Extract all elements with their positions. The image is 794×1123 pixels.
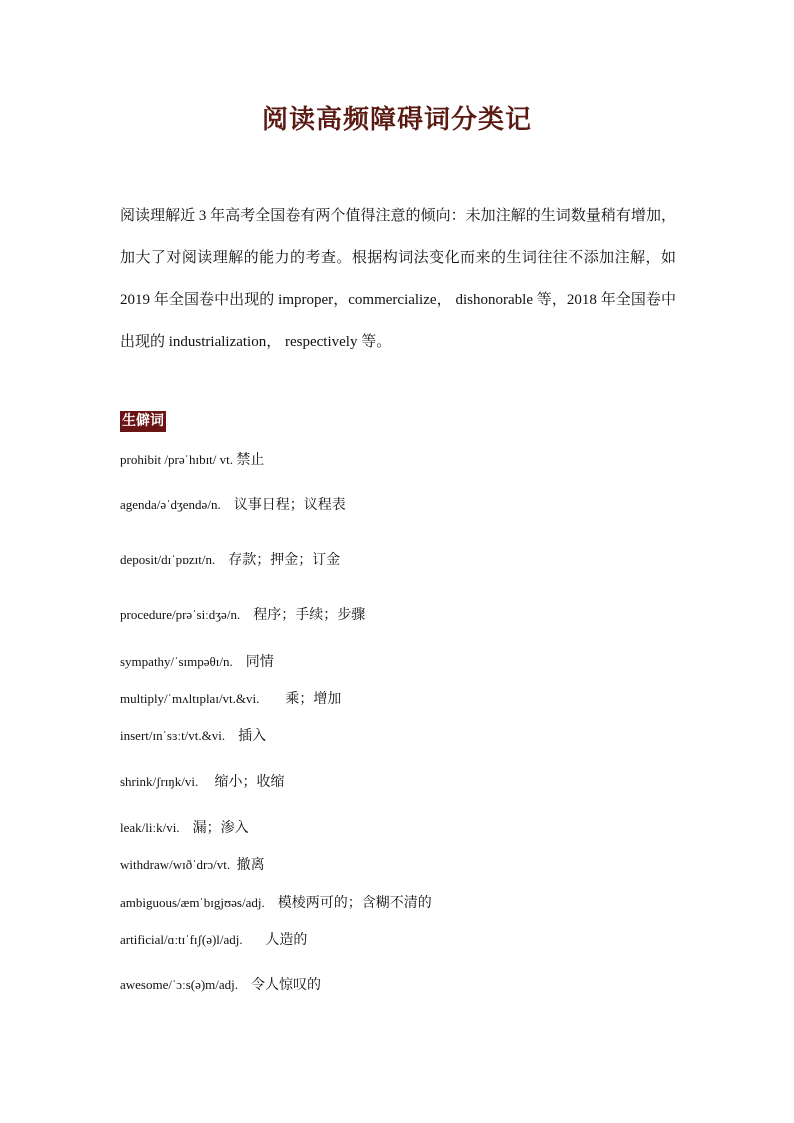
vocab-entry (120, 550, 340, 570)
vocab-entry (120, 652, 274, 672)
vocab-word: deposit/dɪˈpɒzɪt/n. (120, 552, 216, 567)
vocab-entry (120, 726, 266, 746)
vocab-meaning: 乘；增加 (285, 691, 342, 707)
vocab-entry (120, 855, 265, 875)
section-label: 生僻词 (120, 411, 166, 432)
vocab-meaning: 程序；手续；步骤 (253, 607, 366, 623)
vocab-meaning: 禁止 (236, 452, 265, 468)
vocab-entry (120, 893, 432, 913)
vocab-entry (120, 975, 321, 995)
vocab-meaning: 缩小；收缩 (214, 774, 285, 790)
vocab-meaning: 插入 (238, 728, 267, 744)
vocab-meaning: 存款；押金；订金 (228, 552, 341, 568)
vocab-word: sympathy/ˈsɪmpəθɪ/n. (120, 654, 233, 669)
page-title: 阅读高频障碍词分类记 (261, 105, 532, 134)
vocab-meaning: 令人惊叹的 (251, 977, 322, 993)
vocab-word: withdraw/wɪðˈdrɔ/vt. (120, 857, 231, 872)
vocab-word: procedure/prəˈsiːdʒə/n. (120, 607, 241, 622)
vocab-meaning: 撤离 (236, 857, 265, 873)
vocab-word: multiply/ˈmʌltɪplaɪ/vt.&vi. (120, 691, 260, 706)
vocab-word: ambiguous/æmˈbɪgjʊəs/adj. (120, 895, 265, 910)
intro-paragraph: 阅读理解近 3 年高考全国卷有两个值得注意的倾向：未加注解的生词数量稍有增加，加大了对阅读理解的能力的考查。根据构词法变化而来的生词往往不添加注解，如 2019 年全国卷中出现的 improper，commercialize， dishonorable 等，2018 年全国卷中出现的 industrialization， respectively 等。 (120, 208, 676, 350)
vocab-word: agenda/əˈdʒendə/n. (120, 497, 221, 512)
vocab-meaning: 模棱两可的；含糊不清的 (277, 895, 432, 911)
vocab-word: shrink/ʃrɪŋk/vi. (120, 774, 199, 789)
vocab-entry (120, 930, 307, 950)
vocab-entry (120, 818, 249, 838)
vocab-word: insert/ɪnˈsɜːt/vt.&vi. (120, 728, 226, 743)
vocab-entry (120, 605, 365, 625)
vocab-word: leak/liːk/vi. (120, 820, 180, 835)
vocab-word: artificial/ɑːtɪˈfɪʃ(ə)l/adj. (120, 932, 243, 947)
vocab-entry (120, 772, 285, 792)
vocab-entry (120, 450, 264, 470)
vocab-entry (120, 689, 341, 709)
vocab-word: prohibit /prəˈhɪbɪt/ vt. (120, 452, 234, 467)
vocab-entry (120, 495, 346, 515)
vocab-meaning: 议事日程；议程表 (233, 497, 346, 513)
vocab-meaning: 人造的 (265, 932, 308, 948)
vocab-meaning: 漏；渗入 (192, 820, 249, 836)
vocab-meaning: 同情 (245, 654, 274, 670)
vocab-word: awesome/ˈɔːs(ə)m/adj. (120, 977, 239, 992)
